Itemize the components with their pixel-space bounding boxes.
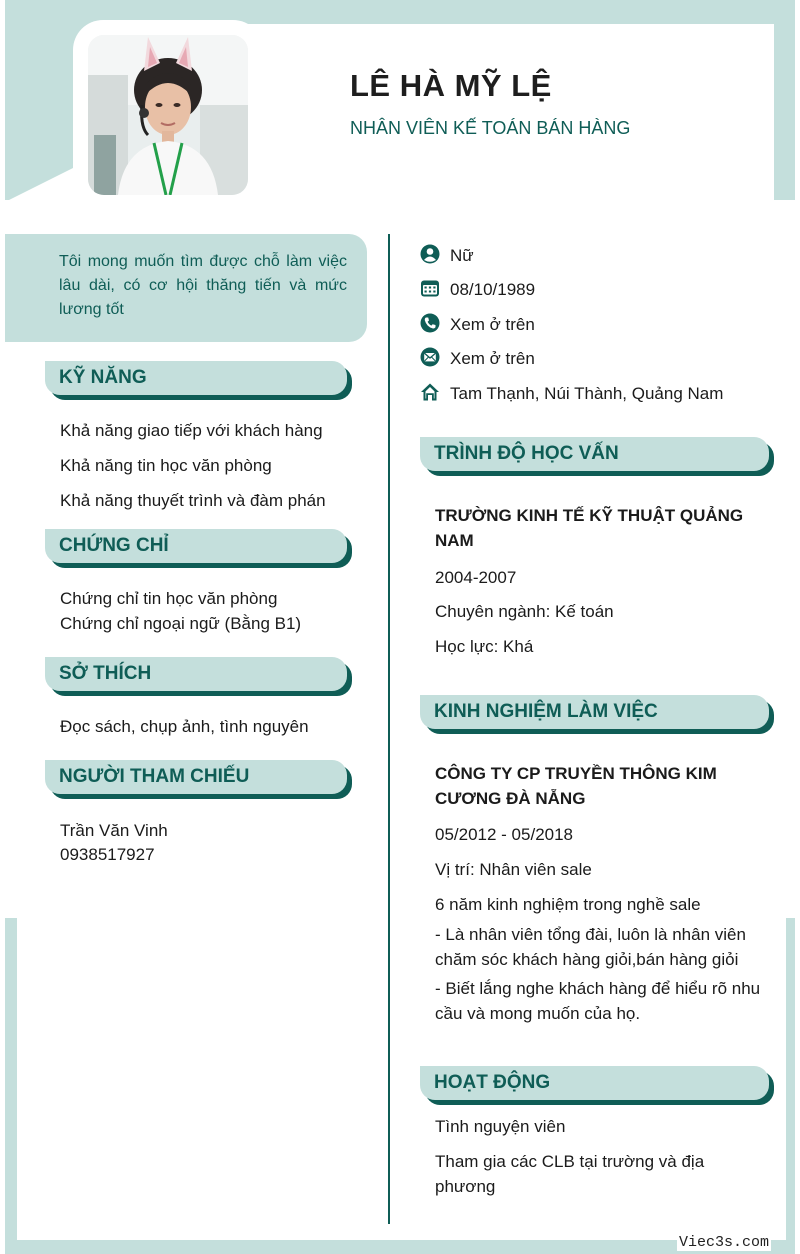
- calendar-icon: [420, 278, 440, 298]
- company-name: CÔNG TY CP TRUYỀN THÔNG KIM CƯƠNG ĐÀ NẴNG: [435, 764, 717, 808]
- skill-item: Khả năng giao tiếp với khách hàng: [60, 421, 323, 440]
- career-objective: Tôi mong muốn tìm được chỗ làm việc lâu dài, có cơ hội thăng tiến và mức lương tốt: [5, 234, 367, 342]
- experience-summary: 6 năm kinh nghiệm trong nghề sale: [435, 895, 701, 914]
- watermark: Viec3s.com: [679, 1234, 770, 1251]
- phone-icon: [420, 313, 440, 333]
- candidate-name: LÊ HÀ MỸ LỆ: [350, 68, 552, 103]
- column-divider: [388, 234, 390, 1224]
- activity-item: Tham gia các CLB tại trường và địa phương: [435, 1152, 705, 1196]
- activities-heading: HOẠT ĐỘNG: [420, 1066, 769, 1100]
- job-title: NHÂN VIÊN KẾ TOÁN BÁN HÀNG: [350, 118, 631, 138]
- hobbies-text: Đọc sách, chụp ảnh, tình nguyên: [60, 717, 309, 736]
- phone-value: Xem ở trên: [450, 315, 535, 334]
- education-period: 2004-2007: [435, 568, 517, 587]
- email-value: Xem ở trên: [450, 349, 535, 368]
- skills-heading: KỸ NĂNG: [45, 361, 347, 395]
- experience-bullet: - Là nhân viên tổng đài, luôn là nhân viên chăm sóc khách hàng giỏi,bán hàng giỏi: [435, 925, 746, 969]
- gender-value: Nữ: [450, 246, 474, 265]
- certificates-heading: CHỨNG CHỈ: [45, 529, 347, 563]
- skill-item: Khả năng thuyết trình và đàm phán: [60, 491, 326, 510]
- experience-heading: KINH NGHIỆM LÀM VIỆC: [420, 695, 769, 729]
- frame-right: [786, 918, 795, 1244]
- certificate-item: Chứng chỉ ngoại ngữ (Bằng B1): [60, 614, 302, 633]
- frame-left: [5, 918, 17, 1244]
- user-icon: [420, 244, 440, 264]
- references-heading: NGƯỜI THAM CHIẾU: [45, 760, 347, 794]
- home-icon: [420, 382, 440, 402]
- education-heading: TRÌNH ĐỘ HỌC VẤN: [420, 437, 769, 471]
- activity-item: Tình nguyện viên: [435, 1117, 566, 1136]
- hobbies-heading: SỞ THÍCH: [45, 657, 347, 691]
- birthday-value: 08/10/1989: [450, 280, 536, 299]
- experience-bullet: - Biết lắng nghe khách hàng để hiểu rõ nhu cầu và mong muốn của họ.: [435, 979, 761, 1023]
- address-value: Tam Thạnh, Núi Thành, Quảng Nam: [450, 384, 724, 403]
- reference-name: Trần Văn Vinh: [60, 821, 168, 840]
- education-major: Chuyên ngành: Kế toán: [435, 602, 614, 621]
- experience-position: Vị trí: Nhân viên sale: [435, 860, 592, 879]
- experience-period: 05/2012 - 05/2018: [435, 825, 574, 844]
- skill-item: Khả năng tin học văn phòng: [60, 456, 272, 475]
- email-icon: [420, 347, 440, 367]
- school-name: TRƯỜNG KINH TẾ KỸ THUẬT QUẢNG NAM: [435, 506, 744, 550]
- header-corner: [5, 168, 73, 202]
- reference-phone: 0938517927: [60, 845, 155, 864]
- profile-photo: [88, 35, 248, 195]
- certificate-item: Chứng chỉ tin học văn phòng: [60, 589, 278, 608]
- education-grade: Học lực: Khá: [435, 637, 534, 656]
